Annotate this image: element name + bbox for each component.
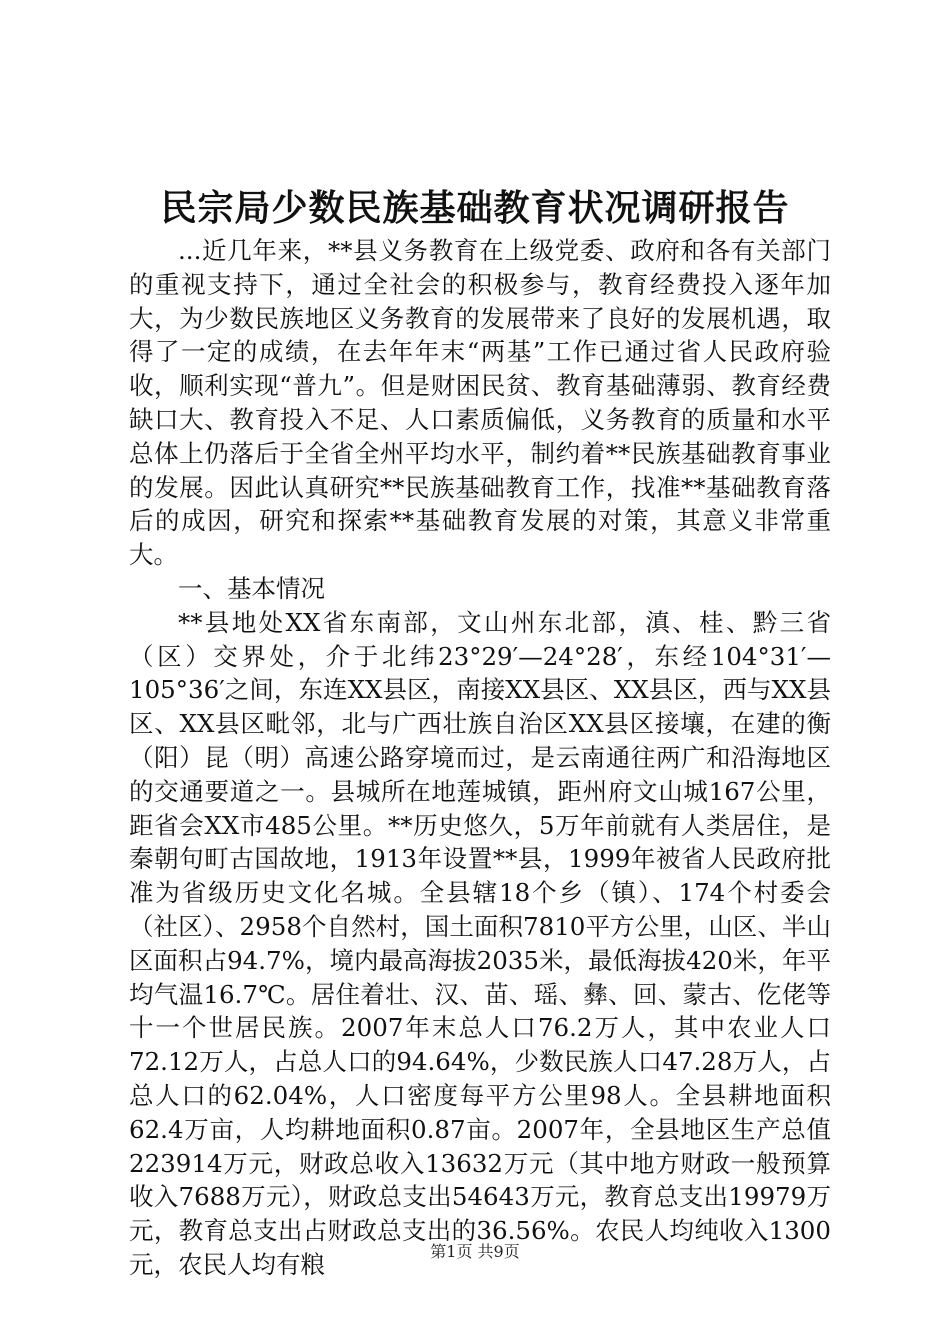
paragraph-intro: ...近几年来，**县义务教育在上级党委、政府和各有关部门的重视支持下，通过全社会的积极参与，教育经费投入逐年加大，为少数民族地区义务教育的发展带来了良好的发展机遇，取得了一定的成绩，在去年年末“两基”工作已通过省人民政府验收，顺利实现“普九”。但是财困民贫、教育基础薄弱、教育经费缺口大、教育投入不足、人口素质偏低，义务教育的质量和水平总体上仍落后于全省全州平均水平，制约着**民族基础教育事业的发展。因此认真研究**民族基础教育工作，找准**基础教育落后的成因，研究和探索**基础教育发展的对策，其意义非常重大。 bbox=[129, 236, 831, 570]
paragraph-basic-situation: **县地处XX省东南部，文山州东北部，滇、桂、黔三省（区）交界处，介于北纬23°29′—24°28′，东经104°31′—105°36′之间，东连XX县区，南接XX县区、XX县区，西与XX县区、XX县区毗邻，北与广西壮族自治区XX县区接壤，在建的衡（阳）昆（明）高速公路穿境而过，是云南通往两广和沿海地区的交通要道之一。县城所在地莲城镇，距州府文山城167公里，距省会XX市485公里。**历史悠久，5万年前就有人类居住，是秦朝句町古国故地，1913年设置**县，1999年被省人民政府批准为省级历史文化名城。全县辖18个乡（镇）、174个村委会（社区）、2958个自然村，国土面积7810平方公里，山区、半山区面积占94.7%，境内最高海拔2035米，最低海拔420米，年平均气温16.7℃。居住着壮、汉、苗、瑶、彝、回、蒙古、仡佬等十一个世居民族。2007年末总人口76.2万人，其中农业人口72.12万人，占总人口的94.64%，少数民族人口47.28万人，占总人口的62.04%，人口密度每平方公里98人。全县耕地面积62.4万亩，人均耕地面积0.87亩。2007年，全县地区生产总值223914万元，财政总收入13632万元（其中地方财政一般预算收入7688万元），财政总支出54643万元，教育总支出19979万元，教育总支出占财政总支出的36.56%。农民人均纯收入1300元，农民人均有粮 bbox=[129, 607, 831, 1279]
page-number-footer: 第1页 共9页 bbox=[430, 1242, 520, 1261]
section-heading-basic-situation: 一、基本情况 bbox=[178, 573, 325, 603]
document-title: 民宗局少数民族基础教育状况调研报告 bbox=[160, 187, 790, 229]
document-body bbox=[129, 234, 831, 1282]
